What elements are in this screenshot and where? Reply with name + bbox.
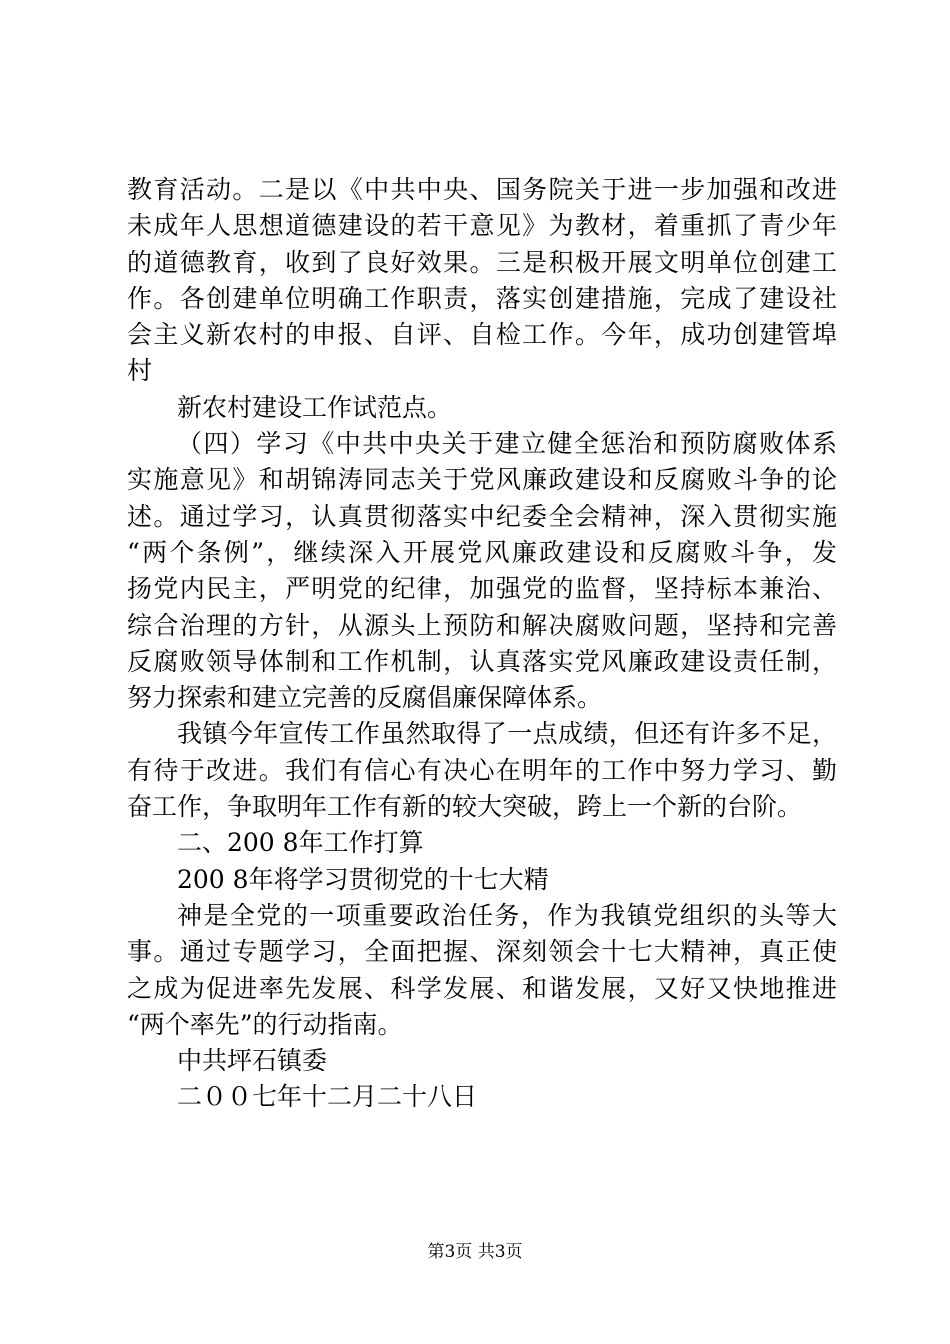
text-line: 二００七年十二月二十八日 — [177, 1082, 478, 1112]
text-line: 教育活动。二是以《中共中央、国务院关于进一步加强和改进 — [127, 175, 837, 204]
text-line: 有待于改进。我们有信心有决心在明年的工作中努力学习、勤 — [127, 755, 837, 785]
text-line: 作。各创建单位明确工作职责，落实创建措施，完成了建设社 — [127, 283, 837, 313]
text-line: 二、200 8年工作打算 — [177, 828, 424, 858]
text-line: 会主义新农村的申报、自评、自检工作。今年，成功创建管埠 — [127, 320, 837, 350]
text-line: “两个率先”的行动指南。 — [127, 1009, 403, 1039]
text-line: 述。通过学习，认真贯彻落实中纪委全会精神，深入贯彻实施 — [127, 501, 837, 531]
document-body — [127, 172, 837, 1116]
text-line: 未成年人思想道德建设的若干意见》为教材，着重抓了青少年 — [127, 211, 837, 241]
text-line: 中共坪石镇委 — [177, 1046, 328, 1076]
text-line: 扬党内民主，严明党的纪律，加强党的监督，坚持标本兼治、 — [127, 574, 837, 604]
text-line: 我镇今年宣传工作虽然取得了一点成绩，但还有许多不足， — [177, 719, 837, 749]
text-line: 实施意见》和胡锦涛同志关于党风廉政建设和反腐败斗争的论 — [127, 465, 837, 495]
text-line: “两个条例”，继续深入开展党风廉政建设和反腐败斗争，发 — [127, 537, 837, 567]
text-line: （四）学习《中共中央关于建立健全惩治和预防腐败体系 — [177, 429, 837, 459]
text-line: 的道德教育，收到了良好效果。三是积极开展文明单位创建工 — [127, 247, 837, 277]
text-line: 新农村建设工作试范点。 — [177, 392, 453, 422]
text-line: 反腐败领导体制和工作机制，认真落实党风廉政建设责任制， — [127, 646, 837, 676]
text-line: 神是全党的一项重要政治任务，作为我镇党组织的头等大 — [177, 900, 837, 930]
page-footer: 第3页 共3页 — [427, 1242, 523, 1262]
text-line: 综合治理的方针，从源头上预防和解决腐败问题，坚持和完善 — [127, 610, 837, 640]
text-line: 奋工作，争取明年工作有新的较大突破，跨上一个新的台阶。 — [127, 792, 803, 822]
text-line: 事。通过专题学习，全面把握、深刻领会十七大精神，真正使 — [127, 937, 837, 967]
text-line: 努力探索和建立完善的反腐倡廉保障体系。 — [127, 683, 603, 713]
text-line: 村 — [127, 356, 153, 386]
text-line: 200 8年将学习贯彻党的十七大精 — [177, 864, 549, 894]
text-line: 之成为促进率先发展、科学发展、和谐发展，又好又快地推进 — [127, 973, 837, 1003]
